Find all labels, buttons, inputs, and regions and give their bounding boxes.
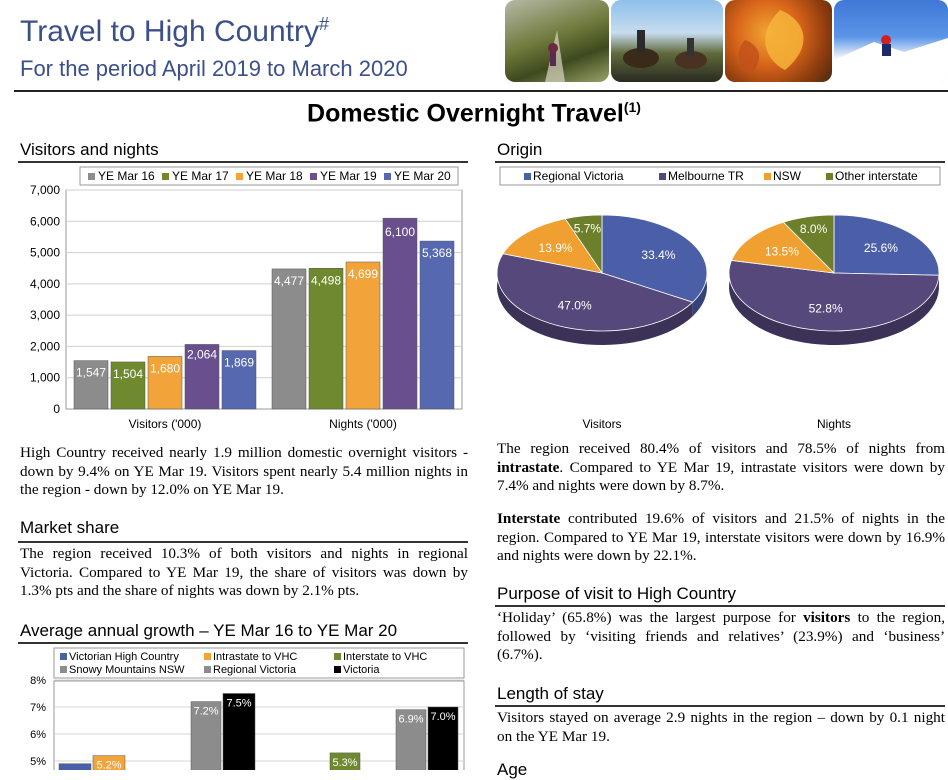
legend-label: Melbourne TR <box>668 169 744 183</box>
pie-data-label: 33.4% <box>641 248 676 263</box>
y-tick-label: 5% <box>30 756 46 768</box>
bar <box>346 262 380 409</box>
y-tick-label: 1,000 <box>29 370 60 385</box>
y-tick-label: 6,000 <box>29 214 60 229</box>
legend-label: Interstate to VHC <box>343 651 428 663</box>
section-divider <box>18 161 468 163</box>
legend-label: Victorian High Country <box>69 651 179 663</box>
pie-data-label: 52.8% <box>808 301 843 316</box>
legend-label: YE Mar 17 <box>172 169 229 183</box>
data-label: 6,100 <box>384 225 416 240</box>
y-tick-label: 6% <box>30 729 46 741</box>
y-tick-label: 5,000 <box>29 245 60 260</box>
bar <box>383 218 417 409</box>
cycling-photo <box>505 0 609 82</box>
legend-label: NSW <box>773 169 801 183</box>
data-label: 5.2% <box>96 759 122 770</box>
legend-swatch <box>334 666 341 673</box>
age-heading: Age <box>497 760 528 779</box>
origin-pie-charts <box>494 163 948 435</box>
origin-heading: Origin <box>497 140 543 159</box>
pie-data-label: 25.6% <box>863 241 898 256</box>
pie-data-label: 13.5% <box>764 244 799 259</box>
data-label: 5,368 <box>421 246 453 261</box>
visitors-nights-paragraph: High Country received nearly 1.9 million domestic overnight visitors - down by 9.4% on YE Mar 19. Visitors spent nearly 5.4 million nights in the region - down by 12.0% on YE Mar 19. <box>20 444 468 498</box>
pie-data-label: 8.0% <box>799 222 828 237</box>
data-label: 4,498 <box>310 273 342 288</box>
legend-swatch <box>764 173 771 180</box>
growth-chart <box>14 646 470 770</box>
legend-label: YE Mar 18 <box>246 169 303 183</box>
bar <box>309 268 343 409</box>
data-label: 4,699 <box>347 266 379 281</box>
length-of-stay-heading: Length of stay <box>497 684 604 703</box>
data-label: 4,477 <box>273 273 305 288</box>
pie-data-label: 5.7% <box>573 221 602 236</box>
snow-skier-photo <box>834 0 948 82</box>
origin-paragraph-intrastate: The region received 80.4% of visitors and 78.5% of nights from intrastate. Compared to YE Mar 19, intrastate visitors were down by 7.4% and nights were down by 8.7%. <box>497 440 945 494</box>
data-label: 7.2% <box>193 705 219 718</box>
pie-data-label: 47.0% <box>557 298 592 313</box>
visitors-nights-chart <box>14 165 470 437</box>
data-label: 6.9% <box>398 713 424 726</box>
pie-caption: Nights <box>816 417 852 431</box>
y-tick-label: 8% <box>30 675 46 687</box>
data-label: 1,504 <box>112 366 144 381</box>
legend-label: Other interstate <box>835 169 918 183</box>
y-tick-label: 7,000 <box>29 183 60 197</box>
page-subtitle: For the period April 2019 to March 2020 <box>20 56 408 81</box>
origin-paragraph-interstate: Interstate contributed 19.6% of visitors and 21.5% of nights in the region. Compared to YE Mar 19, interstate visitors were down by 16.9% and nights were down by 22.1%. <box>497 510 945 564</box>
data-label: 2,064 <box>186 347 218 362</box>
growth-heading: Average annual growth – YE Mar 16 to YE Mar 20 <box>20 621 398 640</box>
data-label: 1,547 <box>75 365 107 380</box>
legend-label: Snowy Mountains NSW <box>69 664 185 676</box>
legend-swatch <box>334 653 341 660</box>
bar <box>59 764 91 770</box>
y-tick-label: 2,000 <box>29 339 60 354</box>
bar <box>420 241 454 409</box>
legend-label: Intrastate to VHC <box>213 651 298 663</box>
legend-label: YE Mar 19 <box>320 169 377 183</box>
legend-swatch <box>826 173 833 180</box>
section-divider <box>495 705 945 707</box>
legend-swatch <box>310 173 317 180</box>
legend-swatch <box>88 173 95 180</box>
legend-label: Victoria <box>343 664 380 676</box>
section-divider <box>18 541 468 543</box>
section-divider <box>18 642 468 644</box>
legend-swatch <box>524 173 531 180</box>
data-label: 7.0% <box>430 711 456 723</box>
visitors-nights-heading: Visitors and nights <box>20 140 159 159</box>
legend-swatch <box>236 173 243 180</box>
purpose-paragraph: ‘Holiday’ (65.8%) was the largest purpose for visitors to the region, followed by ‘visiting friends and relatives’ (23.9%) and ‘business’ (6.7%). <box>497 609 945 663</box>
pie-data-label: 13.9% <box>538 240 573 255</box>
x-category-label: Nights ('000) <box>329 417 397 431</box>
legend-label: YE Mar 16 <box>98 169 155 183</box>
purpose-heading: Purpose of visit to High Country <box>497 584 737 603</box>
y-tick-label: 0 <box>53 402 60 416</box>
y-tick-label: 4,000 <box>29 276 60 291</box>
autumn-leaves-photo <box>725 0 832 82</box>
market-share-paragraph: The region received 10.3% of both visitors and nights in regional Victoria. Compared to YE Mar 19, the share of visitors was down by 1.3% pts and the share of nights was down by 2.1% pts. <box>20 545 468 599</box>
y-tick-label: 7% <box>30 702 46 714</box>
legend-swatch <box>204 666 211 673</box>
data-label: 1,869 <box>223 355 255 370</box>
legend-swatch <box>204 653 211 660</box>
legend-swatch <box>60 666 67 673</box>
section-divider <box>495 605 945 607</box>
section-heading: Domestic Overnight Travel$^{(1)}$ <box>307 99 641 128</box>
market-share-heading: Market share <box>20 518 120 537</box>
legend-swatch <box>659 173 666 180</box>
legend-label: Regional Victoria <box>533 169 624 183</box>
legend-label: Regional Victoria <box>213 664 296 676</box>
pie-caption: Visitors <box>582 417 622 431</box>
header-divider <box>14 90 948 92</box>
horse-riding-photo <box>611 0 723 82</box>
data-label: 1,680 <box>149 361 181 376</box>
data-label: 5.3% <box>332 756 358 769</box>
y-tick-label: 3,000 <box>29 308 60 323</box>
bar <box>272 269 306 409</box>
page-title: Travel to High Country# <box>20 14 330 48</box>
length-of-stay-paragraph: Visitors stayed on average 2.9 nights in the region – down by 0.1 night on the YE Mar 19. <box>497 709 945 745</box>
data-label: 7.5% <box>226 697 252 710</box>
legend-swatch <box>60 653 67 660</box>
legend-label: YE Mar 20 <box>394 169 451 183</box>
legend-swatch <box>162 173 169 180</box>
x-category-label: Visitors ('000) <box>128 417 202 431</box>
legend-swatch <box>384 173 391 180</box>
